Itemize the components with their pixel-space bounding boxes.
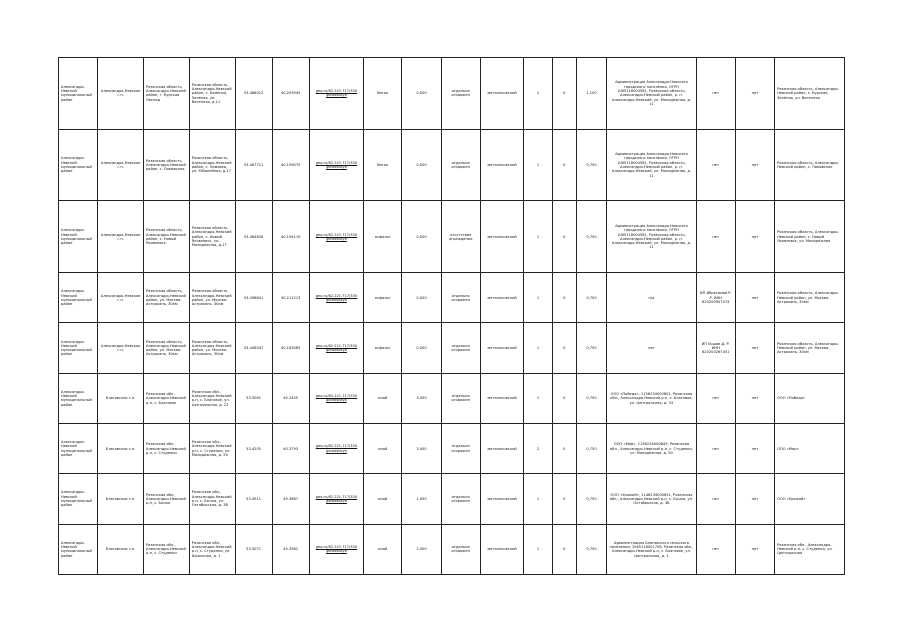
cell-address: Рязанская обл., Александро-Невский р-н, с. Студенки — [144, 524, 190, 574]
table-row — [59, 58, 845, 130]
cell-latitude: 53.464826 — [235, 201, 272, 273]
cell-bunkers: 0 — [552, 524, 576, 574]
cell-material: металлический — [480, 424, 524, 474]
table-row — [59, 201, 845, 273]
cell-owner-info: ООО «Урожай», 1146234000651, Рязанская обл., Александро-Невский р-н, с. Бычки, ул. Октябрьская, д. 38 — [607, 474, 696, 524]
cell-address-detail: Рязанская область, Александро-Невский район, ул. Москва-Астрахань, 30км — [189, 323, 235, 373]
cell-owner-info: н/а — [607, 273, 696, 323]
cell-material: металлический — [480, 474, 524, 524]
cell-longitude: 40.194119 — [272, 201, 309, 273]
cell-map-link[interactable]: geo.ru/62.221.717/330 gorodskaya — [309, 323, 364, 373]
cell-owner-info: ООО «Мир», 1156234000849, Рязанская обл., Александро-Невский р-н, с. Студенки, ул. Молодёжная, д. 50 — [607, 424, 696, 474]
table-row — [59, 424, 845, 474]
cell-address-detail: Рязанская обл., Александро-Невский р-н, с. Студенки, ул. Школьная, д. 1 — [189, 524, 235, 574]
cell-area: 3,000 — [402, 424, 441, 474]
cell-latitude: 53.5061 — [235, 373, 272, 423]
cell-flag: нет — [735, 424, 774, 474]
cell-district: Александро-Невский муниципальный район — [59, 58, 98, 130]
cell-address-detail: Рязанская область, Александро-Невский район, с. Новый Яковлевск, ул. Молодёжная, д.17 — [189, 201, 235, 273]
cell-flag: нет — [735, 129, 774, 201]
cell-owner-extra: нет — [696, 373, 735, 423]
cell-address-detail: Рязанская область, Александро-Невский район, ул. Москва-Астрахань, 30км — [189, 273, 235, 323]
cell-address-detail: Рязанская область, Александро-Невский район, с. Каменка, Зелёная, ул. Весенняя, д.11 — [189, 58, 235, 130]
cell-containers: 1 — [524, 201, 552, 273]
cell-surface: иной — [364, 373, 402, 423]
cell-containers: 1 — [524, 273, 552, 323]
cell-containers: 1 — [524, 129, 552, 201]
cell-latitude: 53.4911 — [235, 474, 272, 524]
cell-district: Александро-Невский муниципальный район — [59, 323, 98, 373]
cell-surface: иной — [364, 524, 402, 574]
cell-fence: отдельно огорожен — [441, 58, 480, 130]
table-row — [59, 373, 845, 423]
cell-sources: ООО «Урожай» — [775, 474, 845, 524]
cell-sources: Рязанская область, Александро-Невский район, с. Новый Яковлевск, ул. Молодёжная — [775, 201, 845, 273]
cell-owner-info: ООО «Победа», 1156234000801, Рязанская обл., Александро-Невский р-н, с. Благовое, ул. Центральная, д. 33 — [607, 373, 696, 423]
cell-containers: 1 — [524, 373, 552, 423]
cell-address: Рязанская область, Александро-Невский район, с. Ломовское — [144, 129, 190, 201]
cell-latitude: 53.5071 — [235, 524, 272, 574]
cell-longitude: 40.3867 — [272, 474, 309, 524]
cell-longitude: 40.203945 — [272, 58, 309, 130]
cell-material: металлический — [480, 373, 524, 423]
cell-bunkers: 0 — [552, 474, 576, 524]
cell-sources: ООО «Победа» — [775, 373, 845, 423]
cell-address: Рязанская область, Александро-Невский район, г. Курская Леснод — [144, 58, 190, 130]
cell-latitude: 53.498641 — [235, 273, 272, 323]
cell-volume: 0,750 — [576, 424, 607, 474]
cell-surface: асфальт — [364, 201, 402, 273]
cell-area: 0,000 — [402, 323, 441, 373]
cell-owner-extra: нет — [696, 129, 735, 201]
table-row — [59, 524, 845, 574]
cell-material: металлический — [480, 273, 524, 323]
cell-volume: 0,750 — [576, 273, 607, 323]
cell-settlement: Благовское с.п. — [98, 424, 144, 474]
cell-owner-extra: ИП Ершов Д. Р. ИНН 620200267451 — [696, 323, 735, 373]
cell-longitude: 40.2455 — [272, 373, 309, 423]
cell-address: Рязанская область, Александро-Невский район, ул. Москва-Астрахань, 30км — [144, 323, 190, 373]
cell-settlement: Александро-Невское г.п. — [98, 129, 144, 201]
cell-map-link[interactable]: geo.ru/62.221.717/330 gorodskaya — [309, 58, 364, 130]
cell-longitude: 40.163085 — [272, 323, 309, 373]
cell-map-link[interactable]: geo.ru/62.221.717/330 gorodskaya — [309, 524, 364, 574]
cell-flag: нет — [735, 373, 774, 423]
cell-fence: отсутствие ограждения — [441, 201, 480, 273]
cell-area: 0,000 — [402, 201, 441, 273]
cell-containers: 1 — [524, 524, 552, 574]
cell-area: 3,000 — [402, 373, 441, 423]
waste-site-registry-table — [58, 57, 845, 575]
table-row — [59, 323, 845, 373]
cell-bunkers: 0 — [552, 129, 576, 201]
cell-owner-extra: нет — [696, 424, 735, 474]
cell-bunkers: 0 — [552, 373, 576, 423]
cell-latitude: 53.467711 — [235, 129, 272, 201]
cell-area: 0,000 — [402, 273, 441, 323]
cell-volume: 1,100 — [576, 58, 607, 130]
cell-address-detail: Рязанская обл., Александро-Невский р-н, с. Благовое, ул. Центральная, д. 22 — [189, 373, 235, 423]
cell-material: металлический — [480, 524, 524, 574]
cell-address: Рязанская обл., Александро-Невский р-н, с. Студенки — [144, 424, 190, 474]
cell-flag: нет — [735, 524, 774, 574]
cell-map-link[interactable]: geo.ru/62.221.717/330 gorodskaya — [309, 273, 364, 323]
cell-owner-info: нет — [607, 323, 696, 373]
cell-latitude: 53.4205 — [235, 424, 272, 474]
table-row — [59, 129, 845, 201]
table-row — [59, 273, 845, 323]
cell-settlement: Благовское с.п. — [98, 373, 144, 423]
cell-sources: Рязанская область, Александро-Невский район, ул. Москва-Астрахань, 30км — [775, 323, 845, 373]
cell-bunkers: 0 — [552, 323, 576, 373]
cell-sources: ООО «Мир» — [775, 424, 845, 474]
cell-owner-extra: нет — [696, 474, 735, 524]
cell-owner-extra: нет — [696, 524, 735, 574]
cell-longitude: 40.211213 — [272, 273, 309, 323]
cell-address: Рязанская обл., Александро-Невский р-н, с. Бычки — [144, 474, 190, 524]
cell-material: металлический — [480, 323, 524, 373]
cell-volume: 0,750 — [576, 323, 607, 373]
cell-volume: 0,750 — [576, 201, 607, 273]
cell-longitude: 40.3981 — [272, 524, 309, 574]
cell-containers: 2 — [524, 58, 552, 130]
cell-address-detail: Рязанская область, Александро-Невский район, с. Ломовка, ул. Юбилейная, д.17 — [189, 129, 235, 201]
cell-address-detail: Рязанская обл., Александро-Невский р-н, с. Студенки, ул. Молодёжная, д. 50 — [189, 424, 235, 474]
cell-owner-extra: нет — [696, 58, 735, 130]
cell-sources: Рязанская обл., Александро-Невский р-н, с. Студенки, ул. Центральная — [775, 524, 845, 574]
cell-bunkers: 0 — [552, 201, 576, 273]
cell-owner-extra: ИП Ибрагимов Р. Р. ИНН 620200907074 — [696, 273, 735, 323]
cell-sources: Рязанская область, Александро-Невский район, с. Ломовское — [775, 129, 845, 201]
cell-fence: отдельно огорожен — [441, 129, 480, 201]
cell-flag: нет — [735, 474, 774, 524]
cell-map-link[interactable]: geo.ru/62.221.717/330 gorodskaya — [309, 201, 364, 273]
cell-containers: 1 — [524, 474, 552, 524]
cell-settlement: Благовское с.п. — [98, 474, 144, 524]
cell-fence: отдельно огорожен — [441, 474, 480, 524]
cell-containers: 2 — [524, 424, 552, 474]
cell-surface: иной — [364, 424, 402, 474]
cell-volume: 0,750 — [576, 129, 607, 201]
cell-district: Александро-Невский муниципальный район — [59, 474, 98, 524]
cell-map-link[interactable]: geo.ru/62.221.717/330 gorodskaya — [309, 129, 364, 201]
cell-settlement: Александро-Невское г.п. — [98, 58, 144, 130]
cell-address: Рязанская обл., Александро-Невский р-н, с. Благовое — [144, 373, 190, 423]
cell-fence: отдельно огорожен — [441, 424, 480, 474]
cell-volume: 0,750 — [576, 373, 607, 423]
cell-bunkers: 0 — [552, 424, 576, 474]
cell-district: Александро-Невский муниципальный район — [59, 201, 98, 273]
cell-map-link[interactable]: geo.ru/62.221.717/330 gorodskaya — [309, 373, 364, 423]
cell-surface: иной — [364, 474, 402, 524]
cell-flag: нет — [735, 273, 774, 323]
cell-sources: Рязанская область, Александро-Невский район, с. Курская, Зелёная, ул. Весенняя — [775, 58, 845, 130]
cell-address: Рязанская область, Александро-Невский район, с. Новый Яковлевск — [144, 201, 190, 273]
cell-area: 2,000 — [402, 524, 441, 574]
cell-latitude: 53.488012 — [235, 58, 272, 130]
cell-address-detail: Рязанская обл., Александро-Невский р-н, с. Бычки, ул. Октябрьская, д. 38 — [189, 474, 235, 524]
cell-owner-extra: нет — [696, 201, 735, 273]
cell-fence: отдельно огорожен — [441, 373, 480, 423]
cell-containers: 1 — [524, 323, 552, 373]
cell-flag: нет — [735, 58, 774, 130]
cell-flag: нет — [735, 201, 774, 273]
cell-settlement: Александро-Невское г.п. — [98, 201, 144, 273]
cell-district: Александро-Невский муниципальный район — [59, 373, 98, 423]
cell-longitude: 40.3793 — [272, 424, 309, 474]
cell-fence: отдельно огорожен — [441, 323, 480, 373]
cell-area: 0,000 — [402, 129, 441, 201]
cell-settlement: Александро-Невское г.п. — [98, 323, 144, 373]
cell-material: металлический — [480, 201, 524, 273]
cell-district: Александро-Невский муниципальный район — [59, 129, 98, 201]
cell-area: 0,000 — [402, 58, 441, 130]
cell-district: Александро-Невский муниципальный район — [59, 273, 98, 323]
cell-fence: отдельно огорожен — [441, 273, 480, 323]
cell-area: 1,000 — [402, 474, 441, 524]
cell-owner-info: Администрация Александро-Невского городского поселения, ОГРН 1065116004581, Рязанская область, Александро-Невский район, р. п. Александро-Невский, ул. Молодёжная, д. 11 — [607, 201, 696, 273]
cell-volume: 0,750 — [576, 524, 607, 574]
cell-settlement: Александро-Невское г.п. — [98, 273, 144, 323]
cell-fence: отдельно огорожен — [441, 524, 480, 574]
cell-address: Рязанская область, Александро-Невский район, ул. Москва-Астрахань, 30км — [144, 273, 190, 323]
cell-surface: асфальт — [364, 273, 402, 323]
cell-surface: асфальт — [364, 323, 402, 373]
cell-surface: бетон — [364, 58, 402, 130]
cell-bunkers: 0 — [552, 58, 576, 130]
cell-material: металлический — [480, 129, 524, 201]
cell-flag: нет — [735, 323, 774, 373]
cell-sources: Рязанская область, Александро-Невский район, ул. Москва-Астрахань, 30км — [775, 273, 845, 323]
cell-material: металлический — [480, 58, 524, 130]
table-row — [59, 474, 845, 524]
cell-map-link[interactable]: geo.ru/62.221.717/330 gorodskaya — [309, 474, 364, 524]
cell-district: Александро-Невский муниципальный район — [59, 424, 98, 474]
cell-longitude: 40.159075 — [272, 129, 309, 201]
cell-district: Александро-Невский муниципальный район — [59, 524, 98, 574]
cell-map-link[interactable]: geo.ru/62.221.717/330 gorodskaya — [309, 424, 364, 474]
cell-owner-info: Администрация Александро-Невского городского поселения, ОГРН 1065116004581, Рязанская область, Александро-Невский район, р. п. Александро-Невский, ул. Молодёжная, д. 11 — [607, 58, 696, 130]
cell-owner-info: Администрация Благовского сельского поселения, 1065116001708, Рязанская обл., Александро-Невский р-н, с. Благовое, ул. Центральная, д. 1 — [607, 524, 696, 574]
cell-settlement: Благовское с.п. — [98, 524, 144, 574]
cell-surface: бетон — [364, 129, 402, 201]
cell-volume: 0,750 — [576, 474, 607, 524]
cell-latitude: 53.448047 — [235, 323, 272, 373]
cell-bunkers: 0 — [552, 273, 576, 323]
cell-owner-info: Администрация Александро-Невского городского поселения, ОГРН 1065116004581, Рязанская область, Александро-Невский район, р. п. Александро-Невский, ул. Молодёжная, д. 11 — [607, 129, 696, 201]
